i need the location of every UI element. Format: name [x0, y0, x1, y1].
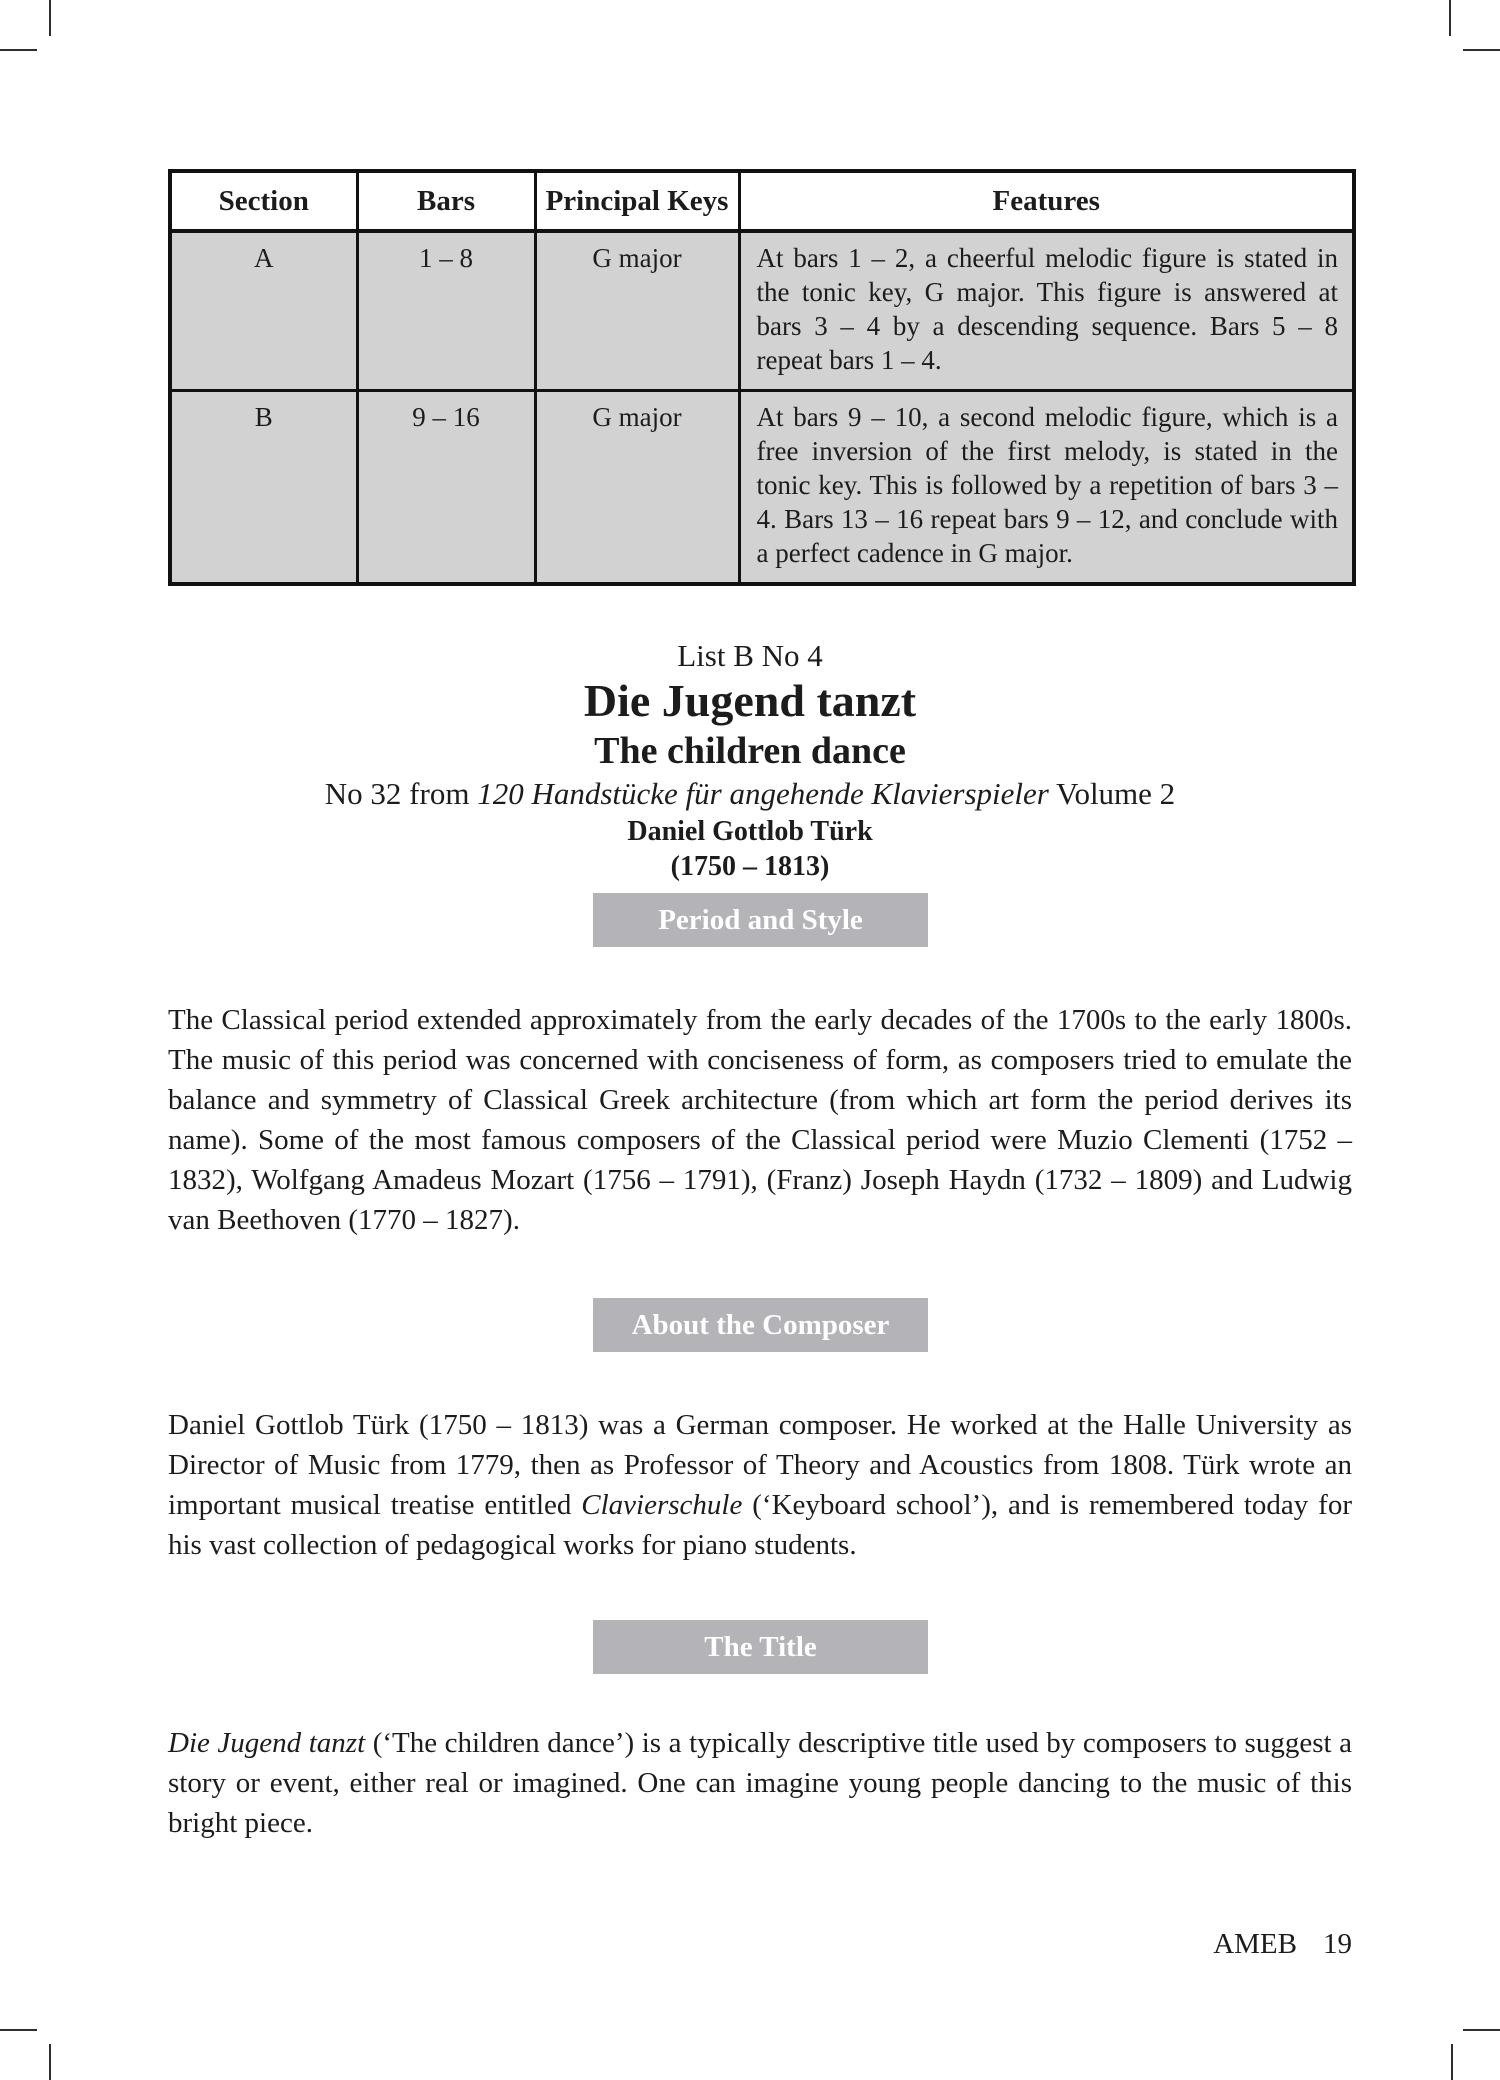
source-prefix: No 32 from	[324, 776, 478, 811]
section-heading-about-the-composer: About the Composer	[593, 1298, 928, 1352]
composer-name: Daniel Gottlob Türk	[627, 816, 873, 847]
crop-mark-bottom-right-horizontal	[1463, 2029, 1500, 2031]
source-suffix: Volume 2	[1048, 776, 1176, 811]
section-b-keys-cell: G major	[535, 391, 739, 585]
crop-mark-top-right-horizontal	[1463, 49, 1500, 51]
crop-mark-bottom-left-horizontal	[0, 2029, 37, 2031]
section-a-cell: A	[170, 231, 357, 391]
piece-title-german: Die Jugend tanzt	[583, 675, 917, 726]
column-header-features: Features	[739, 171, 1354, 231]
section-heading-period-and-style: Period and Style	[593, 893, 928, 947]
crop-mark-top-right-vertical	[1449, 0, 1451, 36]
piece-title-english: The children dance	[594, 730, 906, 772]
section-a-features-cell: At bars 1 – 2, a cheerful melodic figure is stated in the tonic key, G major. This figure is answered at bars 3 – 4 by a descending sequence. Bars 5 – 8 repeat bars 1 – 4.	[739, 231, 1354, 391]
column-header-section: Section	[170, 171, 357, 231]
paragraph-text: Daniel Gottlob Türk (1750 – 1813) was a German composer. He worked at the Halle University as Director of Music from 1779, then as Professor of Theory and Acoustics from 1808. Türk wrote an important musical treatise entitled	[168, 1409, 1352, 1521]
the-title-paragraph	[168, 1723, 1352, 1843]
period-and-style-paragraph	[168, 1000, 1352, 1240]
table-header-row	[170, 171, 1354, 231]
paragraph-text: The Classical period extended approximately from the early decades of the 1700s to the early 1800s. The music of this period was concerned with conciseness of form, as composers tried to emulate the balance and symmetry of Classical Greek architecture (from which art form the period derives its name). Some of the most famous composers of the Classical period were Muzio Clementi (1752 – 1832), Wolfgang Amadeus Mozart (1756 – 1791), (Franz) Joseph Haydn (1732 – 1809) and Ludwig van Beethoven (1770 – 1827).	[168, 1004, 1352, 1236]
crop-mark-top-left-horizontal	[0, 49, 37, 51]
page-footer	[168, 1928, 1352, 1961]
list-number-label: List B No 4	[677, 638, 823, 673]
footer-brand: AMEB	[1213, 1928, 1297, 1960]
source-collection-title: 120 Handstücke für angehende Klavierspieler	[477, 776, 1049, 811]
treatise-title-italic: Clavierschule	[581, 1489, 743, 1521]
section-b-features-cell: At bars 9 – 10, a second melodic figure, which is a free inversion of the first melody, is stated in the tonic key. This is followed by a repetition of bars 3 – 4. Bars 13 – 16 repeat bars 9 – 12, and conclude with a perfect cadence in G major.	[739, 391, 1354, 585]
about-the-composer-paragraph	[168, 1405, 1352, 1565]
column-header-bars: Bars	[357, 171, 535, 231]
paragraph-text: (‘Keyboard school’), and is remembered today for his vast collection of pedagogical works for piano students.	[168, 1489, 1352, 1561]
composer-dates: (1750 – 1813)	[670, 851, 830, 882]
piece-title-italic: Die Jugend tanzt	[168, 1727, 366, 1759]
column-header-principal-keys: Principal Keys	[535, 171, 739, 231]
table-row	[170, 231, 1354, 391]
structure-analysis-table	[168, 169, 1356, 586]
piece-title-block	[0, 638, 1500, 884]
crop-mark-bottom-left-vertical	[49, 2044, 51, 2080]
section-heading-the-title: The Title	[593, 1620, 928, 1674]
table-row	[170, 391, 1354, 585]
section-b-cell: B	[170, 391, 357, 585]
crop-mark-top-left-vertical	[49, 0, 51, 36]
section-b-bars-cell: 9 – 16	[357, 391, 535, 585]
paragraph-text: (‘The children dance’) is a typically descriptive title used by composers to suggest a story or event, either real or imagined. One can imagine young people dancing to the music of this bright piece.	[168, 1727, 1352, 1839]
page-number: 19	[1323, 1928, 1352, 1960]
section-a-bars-cell: 1 – 8	[357, 231, 535, 391]
crop-mark-bottom-right-vertical	[1451, 2044, 1453, 2080]
piece-source-line	[0, 774, 1500, 814]
section-a-keys-cell: G major	[535, 231, 739, 391]
